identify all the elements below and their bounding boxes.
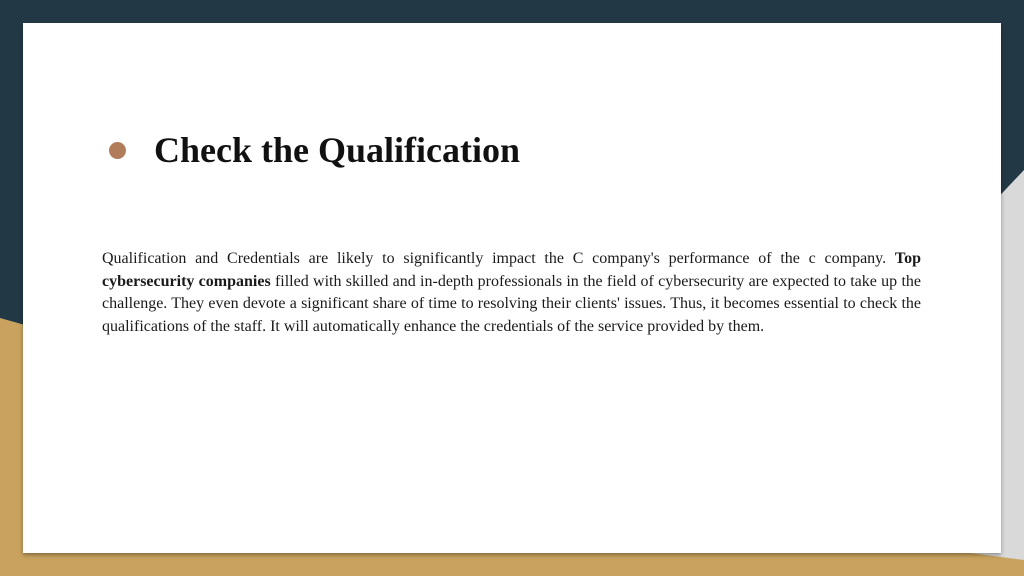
heading-row [109, 127, 520, 173]
bullet-icon [109, 142, 126, 159]
paragraph-text-end: filled with skilled and in-depth professionals in the field of cybersecurity are expected to take up the challenge. They even devote a significant share of time to resolving their clients' issues. Thus, it becomes essential to check the qualifications of the staff. It will automatically enhance the credentials of the service provided by them. [102, 272, 921, 335]
body-paragraph [102, 248, 921, 338]
paragraph-text-start: Qualification and Credentials are likely to significantly impact the C company's performance of the c company. [102, 250, 895, 267]
paragraph-bold-link-text: Top cybersecurity companies [102, 250, 921, 290]
slide-card [23, 23, 1001, 553]
slide-title: Check the Qualification [154, 130, 520, 170]
